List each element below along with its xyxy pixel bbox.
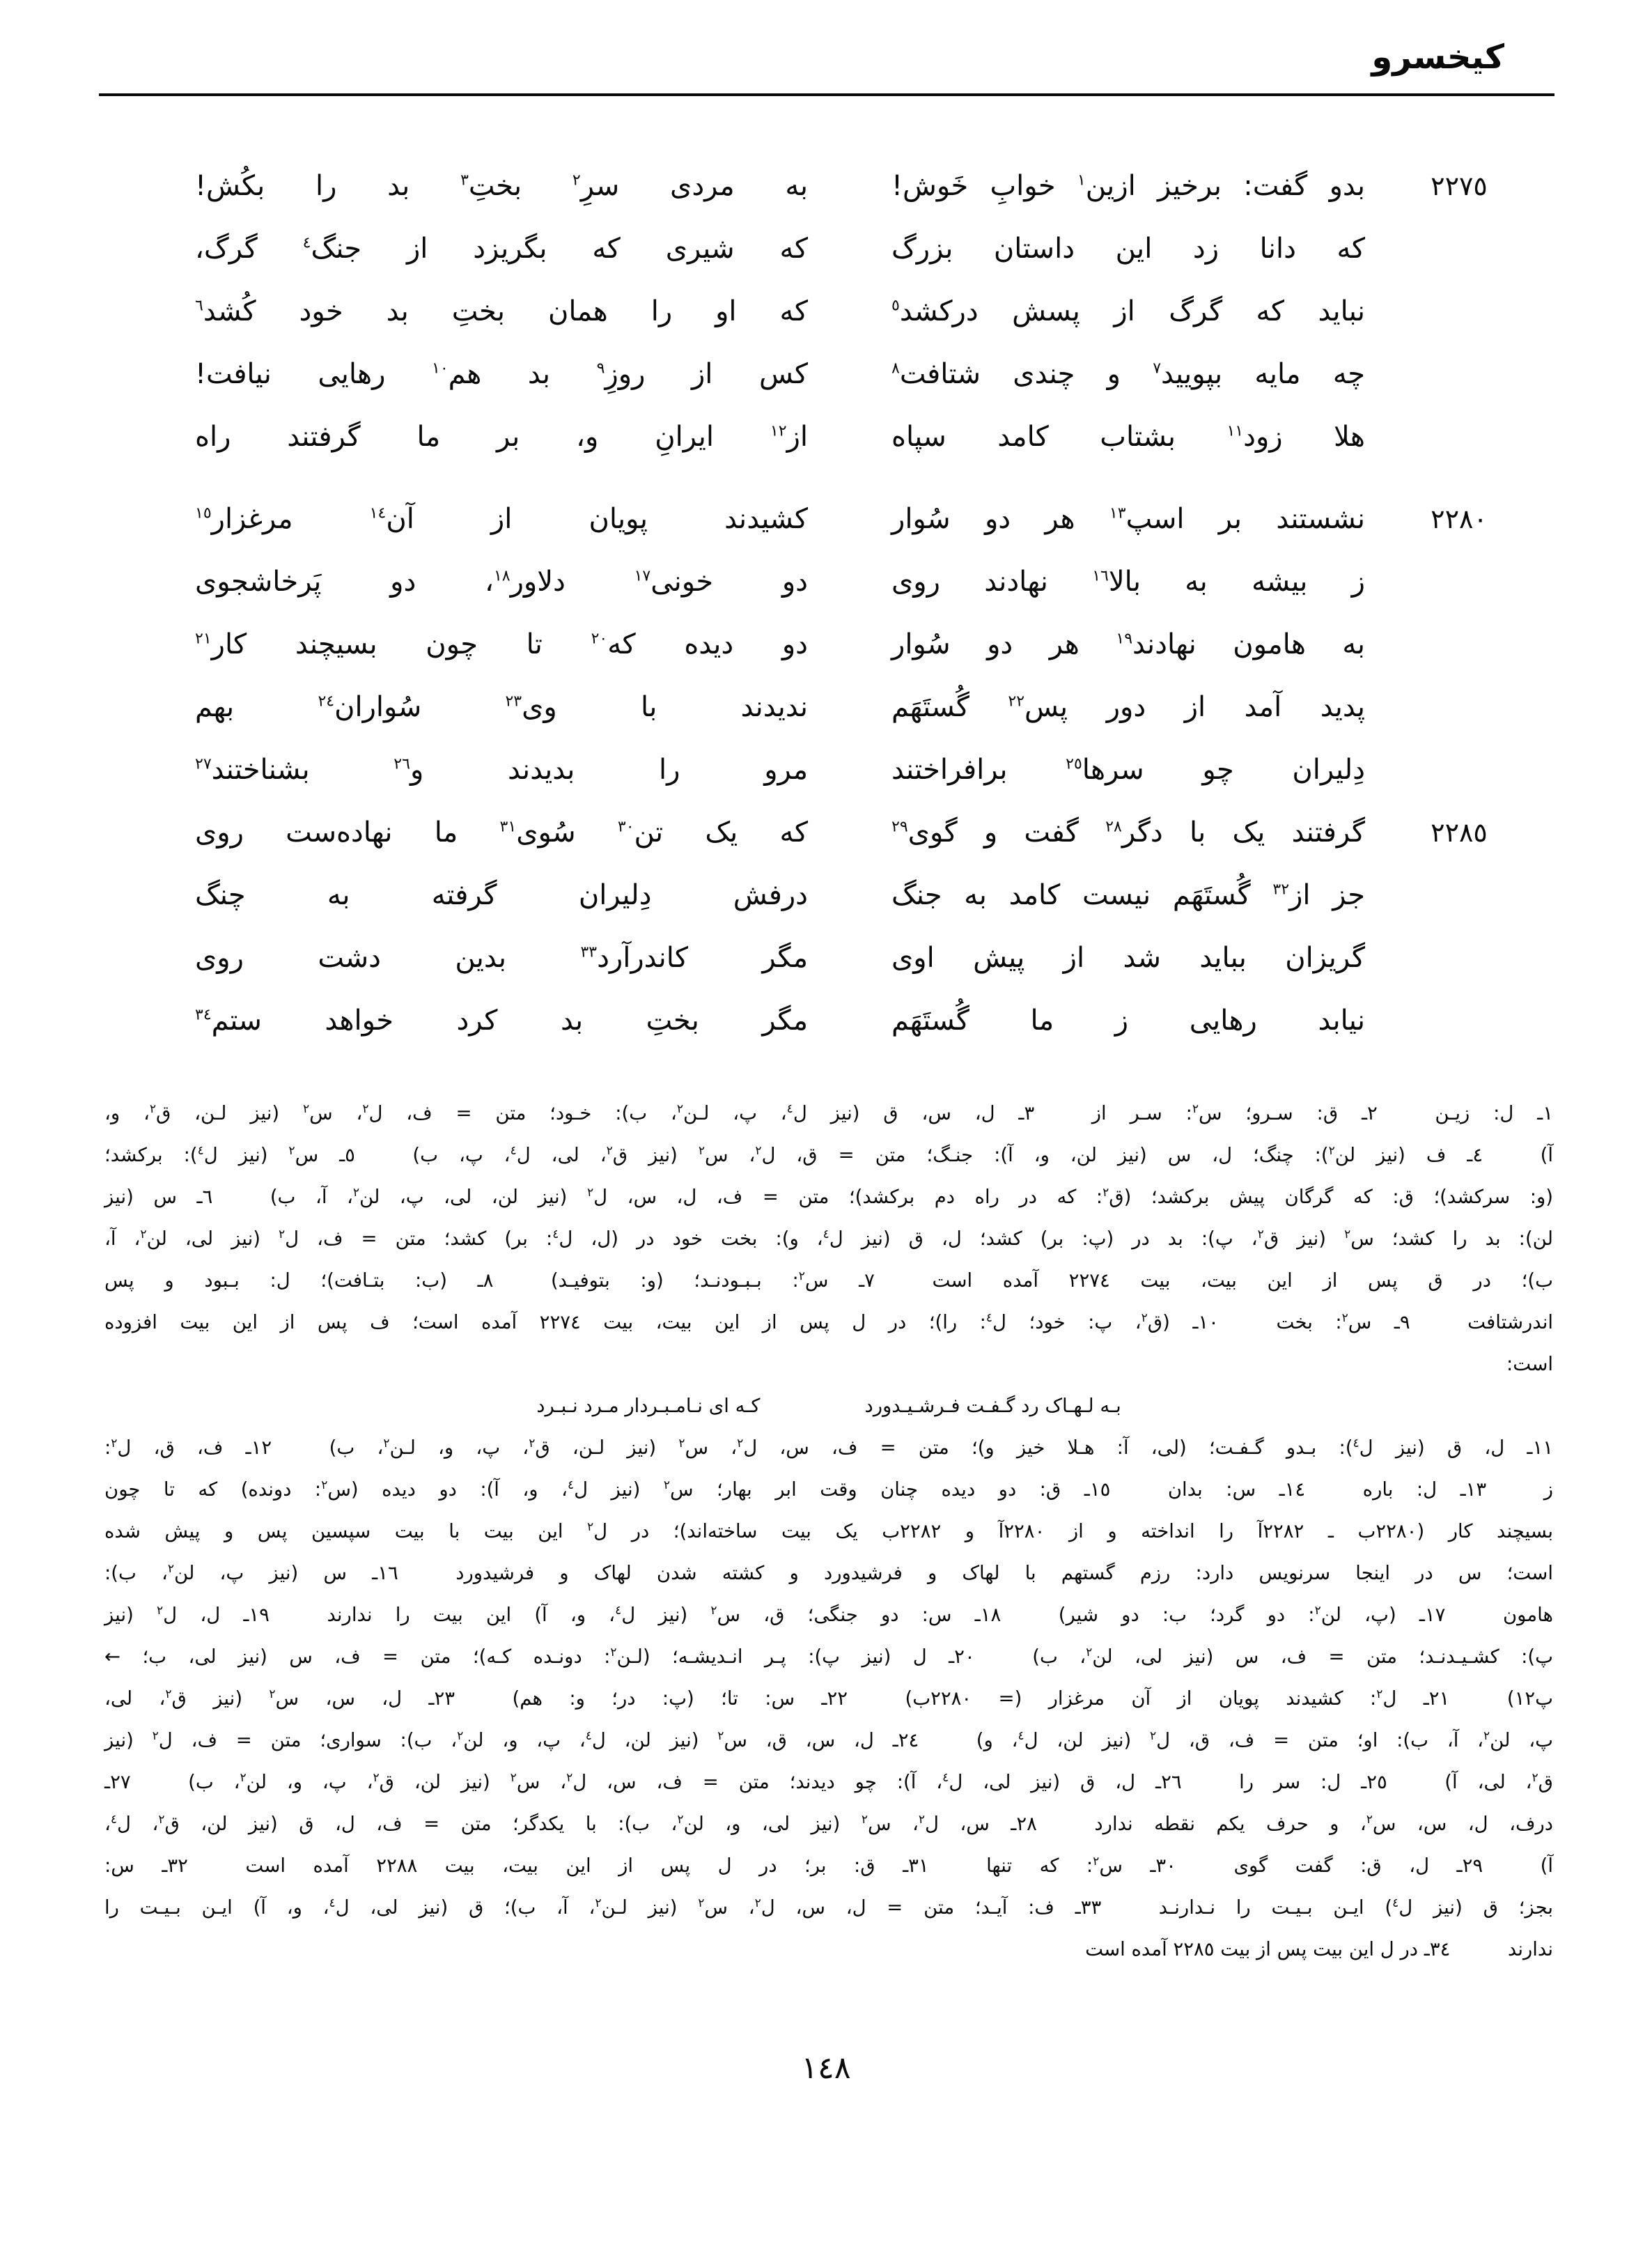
couplet-row — [104, 155, 1553, 217]
hemistich-first: جز از$^{٣٢}$ گُستَهَم نیست کامد به جنگ — [891, 879, 1366, 911]
footnote-ref: ٤ — [110, 1812, 118, 1827]
footnote-ref: ٢ — [1257, 1227, 1264, 1241]
footnote-ref: ٢ — [587, 1519, 594, 1534]
footnote-ref: ٢ — [717, 1728, 724, 1743]
footnote-ref: ٢ — [240, 1770, 247, 1785]
verse-number: ٢٢٨٠ — [1431, 504, 1488, 534]
apparatus-line: لن): بد را کشد؛ س$^٢$ (نیز ق$^٢$، پ): بد در (پ: بر) کشد؛ ل، ق (نیز ل$^٤$، و): بخت خود در (ل، ل$^٤$: بر) کشد؛ متن = ف، ل$^٢$ (نیز لی، لن$^٢$، آ، — [104, 1227, 1553, 1250]
footnote-ref: ٢٣ — [505, 692, 522, 711]
apparatus-line: ١١ـ ل، ق (نیز ل$^٤$): بـدو گـفـت؛ (لی، آ: هـلا خیز و)؛ متن = ف، س، ل$^٢$، س$^٢$ (نیز لـن، ق$^٢$، پ، و، لـن$^٢$، ب) ١٢ـ ف، ق، ل$^٢$: — [104, 1436, 1554, 1459]
couplet-row — [104, 280, 1553, 343]
apparatus-line: پ، لن$^٢$، آ، ب): او؛ متن = ف، ق، ل$^٢$ (نیز لن، ل$^٤$، و) ٢٤ـ ل، س، ق، س$^٢$ (نیز لن، ل$^٤$، پ، و، لن$^٢$، ب): سواری؛ متن = ف، ل$^٢$ (نیز — [104, 1728, 1554, 1751]
footnote-ref: ٢ — [362, 1101, 369, 1116]
apparatus-line: پ): کشـیـدنـد؛ متن = ف، س (نیز لی، لن$^٢$، ب) ٢٠ـ ل (نیز پ): پـر انـدیشـه؛ (لـن$^٢$: دونـده کـه)؛ متن = ف، س (نیز لی، ب؛ ← — [104, 1645, 1553, 1668]
footnote-ref: ٢ — [302, 1101, 310, 1116]
hemistich-second: مگر کاندرآرد$^{٣٣}$ بدین دشت روی — [195, 942, 808, 974]
footnote-ref: ١٦ — [1092, 567, 1109, 585]
footnote-ref: ١٤ — [369, 504, 387, 522]
footnote-ref: ٢ — [1192, 1101, 1199, 1116]
verse-number — [1365, 989, 1553, 1052]
footnote-ref: ٢ — [798, 1269, 805, 1283]
footnote-ref: ٢ — [698, 1896, 705, 1910]
footnote-ref: ٣٤ — [195, 1006, 212, 1024]
inserted-verse-second: کـه ای نـامـبـردار مـرد نـبـرد — [536, 1395, 761, 1417]
footnote-ref: ٢٢ — [1008, 692, 1025, 711]
hemistich-first: هلا زود$^{١١}$ بشتاب کامد سپاه — [891, 421, 1365, 453]
hemistich-second: که او را همان بختِ بد خود کُشد$^٦$ — [195, 295, 808, 327]
footnote-ref: ٢ — [157, 1603, 164, 1618]
footnote-ref: ٢١ — [195, 630, 212, 648]
apparatus-line: بسیچند کار (٢٢٨٠ب ـ ٢٢٨٢آ را انداخته و از ٢٢٨٠آ و ٢٢٨٢ب یک بیت ساخته‌اند)؛ در ل$^٢$ این بیت با بیت سپسین پس و پیش شده — [104, 1519, 1553, 1542]
apparatus-section — [104, 1092, 1553, 1970]
footnote-ref: ٢ — [457, 1728, 464, 1743]
verse-number: ٢٢٨٥ — [1431, 817, 1488, 848]
inserted-verse-first: بـه لـهـاک رد گـفـت فـرشـیـدورد — [864, 1395, 1121, 1417]
footnote-ref: ٤ — [552, 1227, 559, 1241]
hemistich-second: ندیدند با وی$^{٢٣}$ سُواران$^{٢٤}$ بهم — [195, 691, 809, 723]
footnote-ref: ٩ — [596, 359, 605, 378]
footnote-ref: ٦ — [195, 297, 203, 315]
footnote-ref: ٢ — [677, 1812, 684, 1827]
hemistich-second: که شیری که بگریزد از جنگ$^٤$ گرگ، — [195, 233, 808, 265]
footnote-ref: ٢ — [269, 1687, 276, 1701]
verse-number — [1365, 927, 1553, 989]
footnote-ref: ١٣ — [1109, 504, 1126, 522]
hemistich-second: مگر بختِ بد کرد خواهد ستم$^{٣٤}$ — [195, 1005, 808, 1037]
footnote-ref: ٢ — [158, 1812, 165, 1827]
apparatus-line: ب)؛ در ق پس از این بیت، بیت ٢٢٧٤ آمده است ٧ـ س$^٢$: بـبـودنـد؛ (و: بتوفیـد) ٨ـ (ب: بتـافت)؛ ل: بـبود و پس — [104, 1269, 1553, 1292]
hemistich-second: کس از روزِ$^٩$ بد هم$^{١٠}$ رهایی نیافت! — [195, 358, 808, 390]
footnote-ref: ٤ — [567, 1478, 575, 1492]
hemistich-second: درفش دِلیران گرفته به چنگ — [195, 879, 808, 911]
hemistich-first: که دانا زد این داستان بزرگ — [891, 233, 1365, 265]
footnote-ref: ٤ — [329, 1896, 336, 1910]
verse-group — [104, 488, 1553, 1052]
verse-group — [104, 155, 1553, 468]
footnote-ref: ١٢ — [770, 422, 787, 440]
footnote-ref: ٣ — [460, 171, 469, 189]
footnote-ref: ٢ — [566, 1770, 573, 1785]
footnote-ref: ٢ — [737, 1436, 744, 1450]
footnote-ref: ٢ — [861, 1812, 868, 1827]
hemistich-first: پدید آمد از دور پس$^{٢٢}$ گُستَهَم — [891, 691, 1366, 723]
footnote-ref: ٢ — [572, 171, 581, 189]
footnote-ref: ٣١ — [499, 818, 517, 836]
footnote-ref: ٢ — [610, 1645, 617, 1659]
footnote-ref: ٢ — [1366, 1812, 1373, 1827]
footnote-ref: ٢ — [152, 1728, 159, 1743]
footnote-ref: ٢٦ — [393, 755, 410, 773]
footnote-ref: ٢ — [1328, 1143, 1335, 1158]
footnote-ref: ٢ — [1102, 1185, 1109, 1200]
couplet-row — [104, 488, 1553, 550]
apparatus-line: است؛ س در اینجا سرنویس دارد: رزم گستهم با لهاک و فرشیدورد و کشته شدن لهاک و فرشیدورد ١٦ـ س (نیز پ، لن$^٢$، ب): — [104, 1561, 1553, 1584]
footnote-ref: ٤ — [510, 1143, 517, 1158]
hemistich-first: به هامون نهادند$^{١٩}$ هر دو سُوار — [891, 628, 1366, 660]
hemistich-second: دو خونی$^{١٧}$ دلاور$^{١٨}$، دو پَرخاشجوی — [195, 566, 808, 598]
couplet-row — [104, 217, 1553, 280]
verse-number — [1365, 613, 1553, 676]
hemistich-first: دِلیران چو سرها$^{٢٥}$ برافراختند — [891, 754, 1365, 786]
hemistich-second: دو دیده که$^{٢٠}$ تا چون بسیچند کار$^{٢١}$ — [195, 628, 808, 660]
hemistich-first: ز بیشه به بالا$^{١٦}$ نهادند روی — [891, 566, 1365, 598]
footnote-ref: ٤ — [1353, 1436, 1359, 1450]
footnote-ref: ٢٥ — [1066, 755, 1082, 773]
footnote-ref: ٤ — [302, 234, 311, 252]
footnote-ref: ٧ — [1153, 359, 1162, 378]
footnote-ref: ٢ — [1483, 1728, 1490, 1743]
hemistich-second: کشیدند پویان از آن$^{١٤}$ مرغزار$^{١٥}$ — [195, 503, 808, 535]
footnote-ref: ٢ — [1314, 1603, 1321, 1618]
footnote-ref: ٢ — [595, 1896, 602, 1910]
footnote-ref: ٢ — [586, 1185, 594, 1200]
footnote-ref: ٢ — [1150, 1728, 1157, 1743]
footnote-ref: ٢ — [1086, 1645, 1093, 1659]
footnote-ref: ٣٢ — [1272, 881, 1290, 899]
couplet-row — [104, 550, 1553, 613]
footnote-ref: ٤ — [197, 1143, 204, 1158]
apparatus-line: آ) ٤ـ ف (نیز لن$^٢$): چنگ؛ ل، س (نیز لن، و، آ): جنـگ؛ متن = ق، ل$^٢$، س$^٢$ (نیز ق$^٢$، لی، ل$^٤$، پ، ب) ٥ـ س$^٢$ (نیز ل$^٤$): برکشد؛ — [104, 1143, 1553, 1166]
footnote-ref: ١٠ — [432, 359, 449, 378]
footnote-ref: ٤ — [985, 1310, 992, 1325]
footnote-ref: ٢ — [676, 1101, 683, 1116]
verse-number — [1365, 738, 1553, 801]
apparatus-line: ندارند ٣٤ـ در ل این بیت پس از بیت ٢٢٨٥ آمده است — [1085, 1938, 1553, 1960]
verse-number — [1365, 550, 1553, 613]
apparatus-line: پ١٢) ٢١ـ ل$^٢$: کشیدند پویان از آن مرغزار (= ٢٢٨٠ب) ٢٢ـ س: تا؛ (پ: در؛ و: هم) ٢٣ـ ل، س، س$^٢$ (نیز ق$^٢$، لی، — [104, 1687, 1553, 1710]
apparatus-line: هامون ١٧ـ (پ، لن$^٢$: دو گرد؛ ب: دو شیر) ١٨ـ س: دو جنگی؛ ق، س$^٢$ (نیز ل$^٤$، و، آ) این بیت را ندارند ١٩ـ ل، ل$^٢$ (نیز — [104, 1603, 1553, 1626]
footnote-ref: ١٨ — [493, 567, 511, 585]
verse-number — [1365, 405, 1553, 468]
header-rule — [99, 93, 1554, 96]
hemistich-second: از$^{١٢}$ ایرانِ و، بر ما گرفتند راه — [195, 421, 808, 453]
hemistich-first: گریزان بباید شد از پیش اوی — [891, 942, 1365, 974]
apparatus-line: ز ١٣ـ ل: باره ١٤ـ س: بدان ١٥ـ ق: دو دیده چنان وقت ابر بهار؛ س$^٢$ (نیز ل$^٤$، و، آ): دو دیده (س$^٢$: دونده) که تا چون — [104, 1478, 1553, 1501]
footnote-ref: ٢ — [352, 1185, 360, 1200]
footnote-ref: ٢ — [373, 1770, 380, 1785]
footnote-ref: ٢ — [754, 1896, 761, 1910]
footnote-ref: ٢ — [1341, 1310, 1348, 1325]
couplet-row — [104, 927, 1553, 989]
footnote-ref: ٢ — [510, 1770, 517, 1785]
footnote-ref: ٢ — [663, 1478, 671, 1492]
footnote-ref: ٢ — [529, 1436, 536, 1450]
footnote-ref: ٢ — [1376, 1687, 1383, 1701]
verse-number — [1365, 217, 1553, 280]
verse-number — [1365, 280, 1553, 343]
footnote-ref: ٢٧ — [195, 755, 212, 773]
footnote-ref: ١٥ — [195, 504, 212, 522]
footnote-ref: ٢ — [167, 1561, 175, 1576]
footnote-ref: ٢ — [383, 1436, 390, 1450]
footnote-ref: ٢ — [678, 1436, 685, 1450]
footnote-ref: ٨ — [891, 359, 900, 378]
verse-number: ٢٢٧٥ — [1431, 171, 1488, 201]
footnote-ref: ٢٨ — [1105, 818, 1122, 836]
footnote-ref: ٢ — [111, 1436, 118, 1450]
chapter-title: کیخسرو — [1371, 38, 1504, 77]
hemistich-second: مرو را بدیدند و$^{٢٦}$ بشناختند$^{٢٧}$ — [195, 754, 809, 786]
hemistich-first: چه مایه بپویید$^٧$ و چندی شتافت$^٨$ — [891, 358, 1366, 390]
footnote-ref: ١١ — [1226, 422, 1244, 440]
footnote-ref: ٣٠ — [617, 818, 634, 836]
footnote-ref: ٢ — [918, 1812, 925, 1827]
footnote-ref: ٤ — [615, 1603, 622, 1618]
apparatus-line: ق$^٢$، لی، آ) ٢٥ـ ل: سر را ٢٦ـ ل، ق (نیز لی، ل$^٤$، آ): چو دیدند؛ متن = ف، س، ل$^٢$، س$^٢$ (نیز لن، ق$^٢$، پ، و، لن$^٢$، ب) ٢٧ـ — [104, 1770, 1553, 1793]
couplet-row — [104, 801, 1553, 864]
apparatus-line: درف، ل، س، س$^٢$، و حرف یکم نقطه ندارد ٢٨ـ س، ل$^٢$، س$^٢$ (نیز لی، و، لن$^٢$، ب): با یکدگر؛ متن = ف، ل، ق (نیز لن، ق$^٢$، ل$^٤$، — [104, 1812, 1554, 1835]
apparatus-line: ١ـ ل: زیـن ٢ـ ق: سـرو؛ س$^٢$: سـر از ٣ـ ل، س، ق (نیز ل$^٤$، پ، لـن$^٢$، ب): خـود؛ متن = ف، ل$^٢$، س$^٢$ (نیز لـن، ق$^٢$، و، — [104, 1101, 1553, 1124]
footnote-ref: ٤ — [1018, 1728, 1024, 1743]
hemistich-first: گرفتند یک با دگر$^{٢٨}$ گفت و گوی$^{٢٩}$ — [891, 816, 1365, 849]
footnote-ref: ١٩ — [1116, 630, 1133, 648]
running-header — [0, 0, 1652, 77]
couplet-row — [104, 738, 1553, 801]
apparatus-line: (و: سرکشد)؛ ق: که گرگان پیش برکشد؛ (ق$^٢$: که در راه دم برکشد)؛ متن = ف، ل، س، ل$^٢$ (نیز لن، لی، پ، لن$^٢$، آ، ب) ٦ـ س (نیز — [104, 1185, 1553, 1208]
footnote-ref: ٢ — [321, 1478, 328, 1492]
apparatus-line: اندرشتافت ٩ـ س$^٢$: بخت ١٠ـ (ق$^٢$، پ: خود؛ ل$^٤$: را)؛ در ل پس از این بیت، بیت ٢٢٧٤ آمده است؛ ف پس از این بیت افزوده — [104, 1310, 1554, 1333]
footnote-ref: ١ — [1077, 171, 1086, 189]
hemistich-first: نیابد رهایی ز ما گُستَهَم — [891, 1005, 1365, 1037]
hemistich-second: به مردی سرِ$^٢$ بختِ$^٣$ بد را بکُش! — [195, 170, 808, 202]
couplet-row — [104, 676, 1553, 738]
footnote-ref: ٢ — [1344, 1227, 1351, 1241]
footnote-ref: ٢٠ — [591, 630, 608, 648]
hemistich-first: نباید که گرگ از پسش درکشد$^٥$ — [891, 295, 1365, 327]
footnote-ref: ٢٤ — [318, 692, 335, 711]
footnote-ref: ٢ — [698, 1143, 705, 1158]
couplet-row — [104, 613, 1553, 676]
footnote-ref: ٤ — [823, 1227, 829, 1241]
footnote-ref: ٢ — [710, 1603, 717, 1618]
footnote-ref: ٤ — [1392, 1896, 1399, 1910]
footnote-ref: ٤ — [942, 1770, 949, 1785]
footnote-ref: ٢٩ — [891, 818, 908, 836]
footnote-ref: ٢ — [1532, 1770, 1538, 1785]
hemistich-first: بدو گفت: برخیز ازین$^١$ خوابِ خَوش! — [891, 170, 1366, 202]
footnote-ref: ٢ — [755, 1143, 762, 1158]
footnote-ref: ٢ — [278, 1227, 286, 1241]
footnote-ref: ٣٣ — [580, 943, 598, 961]
footnote-ref: ٢ — [149, 1101, 157, 1116]
footnote-ref: ٢ — [165, 1687, 172, 1701]
apparatus-line: بجز؛ ق (نیز ل$^٤$) ایـن بـیـت را نـدارنـد ٣٣ـ ف: آیـد؛ متن = ل، س، ل$^٢$، س$^٢$ (نیز لـن$^٢$، آ، ب)؛ ق (نیز لی، ل$^٤$، و، آ) ایـن بـیـت را — [104, 1896, 1553, 1919]
verse-number — [1365, 864, 1553, 927]
apparatus-line: است: — [1506, 1353, 1553, 1375]
footnote-ref: ١٧ — [634, 567, 651, 585]
hemistich-second: که یک تن$^{٣٠}$ سُوی$^{٣١}$ ما نهاده‌ست روی — [195, 816, 808, 849]
footnote-ref: ٢ — [288, 1143, 295, 1158]
footnote-ref: ٢ — [1093, 1854, 1100, 1868]
apparatus-line: آ) ٢٩ـ ل، ق: گفت گوی ٣٠ـ س$^٢$: که تنها ٣١ـ ق: بر؛ در ل پس از این بیت، بیت ٢٢٨٨ آمده است ٣٢ـ س: — [104, 1854, 1553, 1877]
footnote-ref: ٤ — [786, 1101, 793, 1116]
footnote-ref: ٥ — [891, 297, 900, 315]
verse-number — [1365, 676, 1553, 738]
footnote-ref: ٢ — [606, 1143, 613, 1158]
couplet-row — [104, 864, 1553, 927]
page-number: ١٤٨ — [801, 2050, 851, 2086]
hemistich-first: نشستند بر اسپ$^{١٣}$ هر دو سُوار — [891, 503, 1365, 535]
verse-number — [1365, 343, 1553, 405]
inserted-verse — [104, 1385, 1553, 1427]
verse-section — [104, 155, 1553, 1052]
couplet-row — [104, 343, 1553, 405]
footnote-ref: ٢ — [1141, 1310, 1148, 1325]
footnote-ref: ٤ — [585, 1728, 592, 1743]
couplet-row — [104, 989, 1553, 1052]
couplet-row — [104, 405, 1553, 468]
footnote-ref: ٢ — [140, 1227, 147, 1241]
